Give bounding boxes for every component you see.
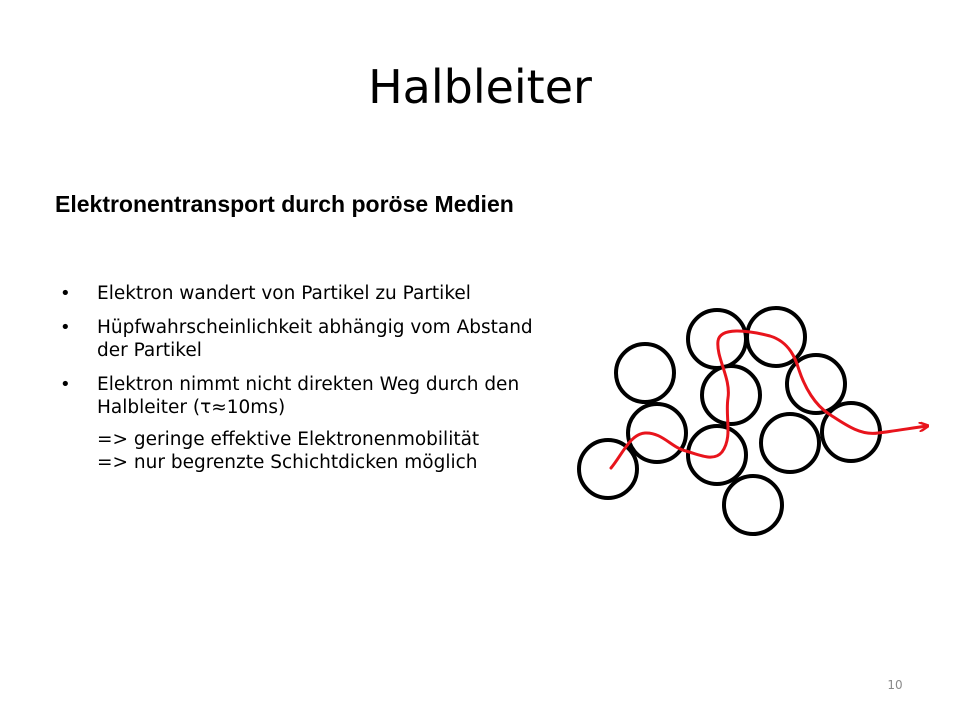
particle [616, 344, 674, 402]
bullet-text: Elektron wandert von Partikel zu Partikel [97, 283, 471, 304]
page-number: 10 [887, 678, 903, 692]
particle [761, 414, 819, 472]
bullet-marker: • [60, 283, 71, 304]
particle [628, 404, 686, 462]
bullet-text: Elektron nimmt nicht direkten Weg durch den Halbleiter (τ≈10ms) [97, 374, 520, 418]
particles [579, 308, 880, 534]
particle [702, 366, 760, 424]
particle [724, 476, 782, 534]
slide-subtitle: Elektronentransport durch poröse Medien [55, 191, 514, 217]
bullet-marker: • [60, 374, 71, 395]
note-line-thickness: => nur begrenzte Schichtdicken möglich [97, 452, 478, 473]
slide-title: Halbleiter [368, 60, 592, 114]
bullet-text: Hüpfwahrscheinlichkeit abhängig vom Abstand der Partikel [97, 317, 533, 361]
note-line-mobility: => geringe effektive Elektronenmobilität [97, 429, 480, 450]
particle [579, 440, 637, 498]
bullet-marker: • [60, 317, 71, 338]
